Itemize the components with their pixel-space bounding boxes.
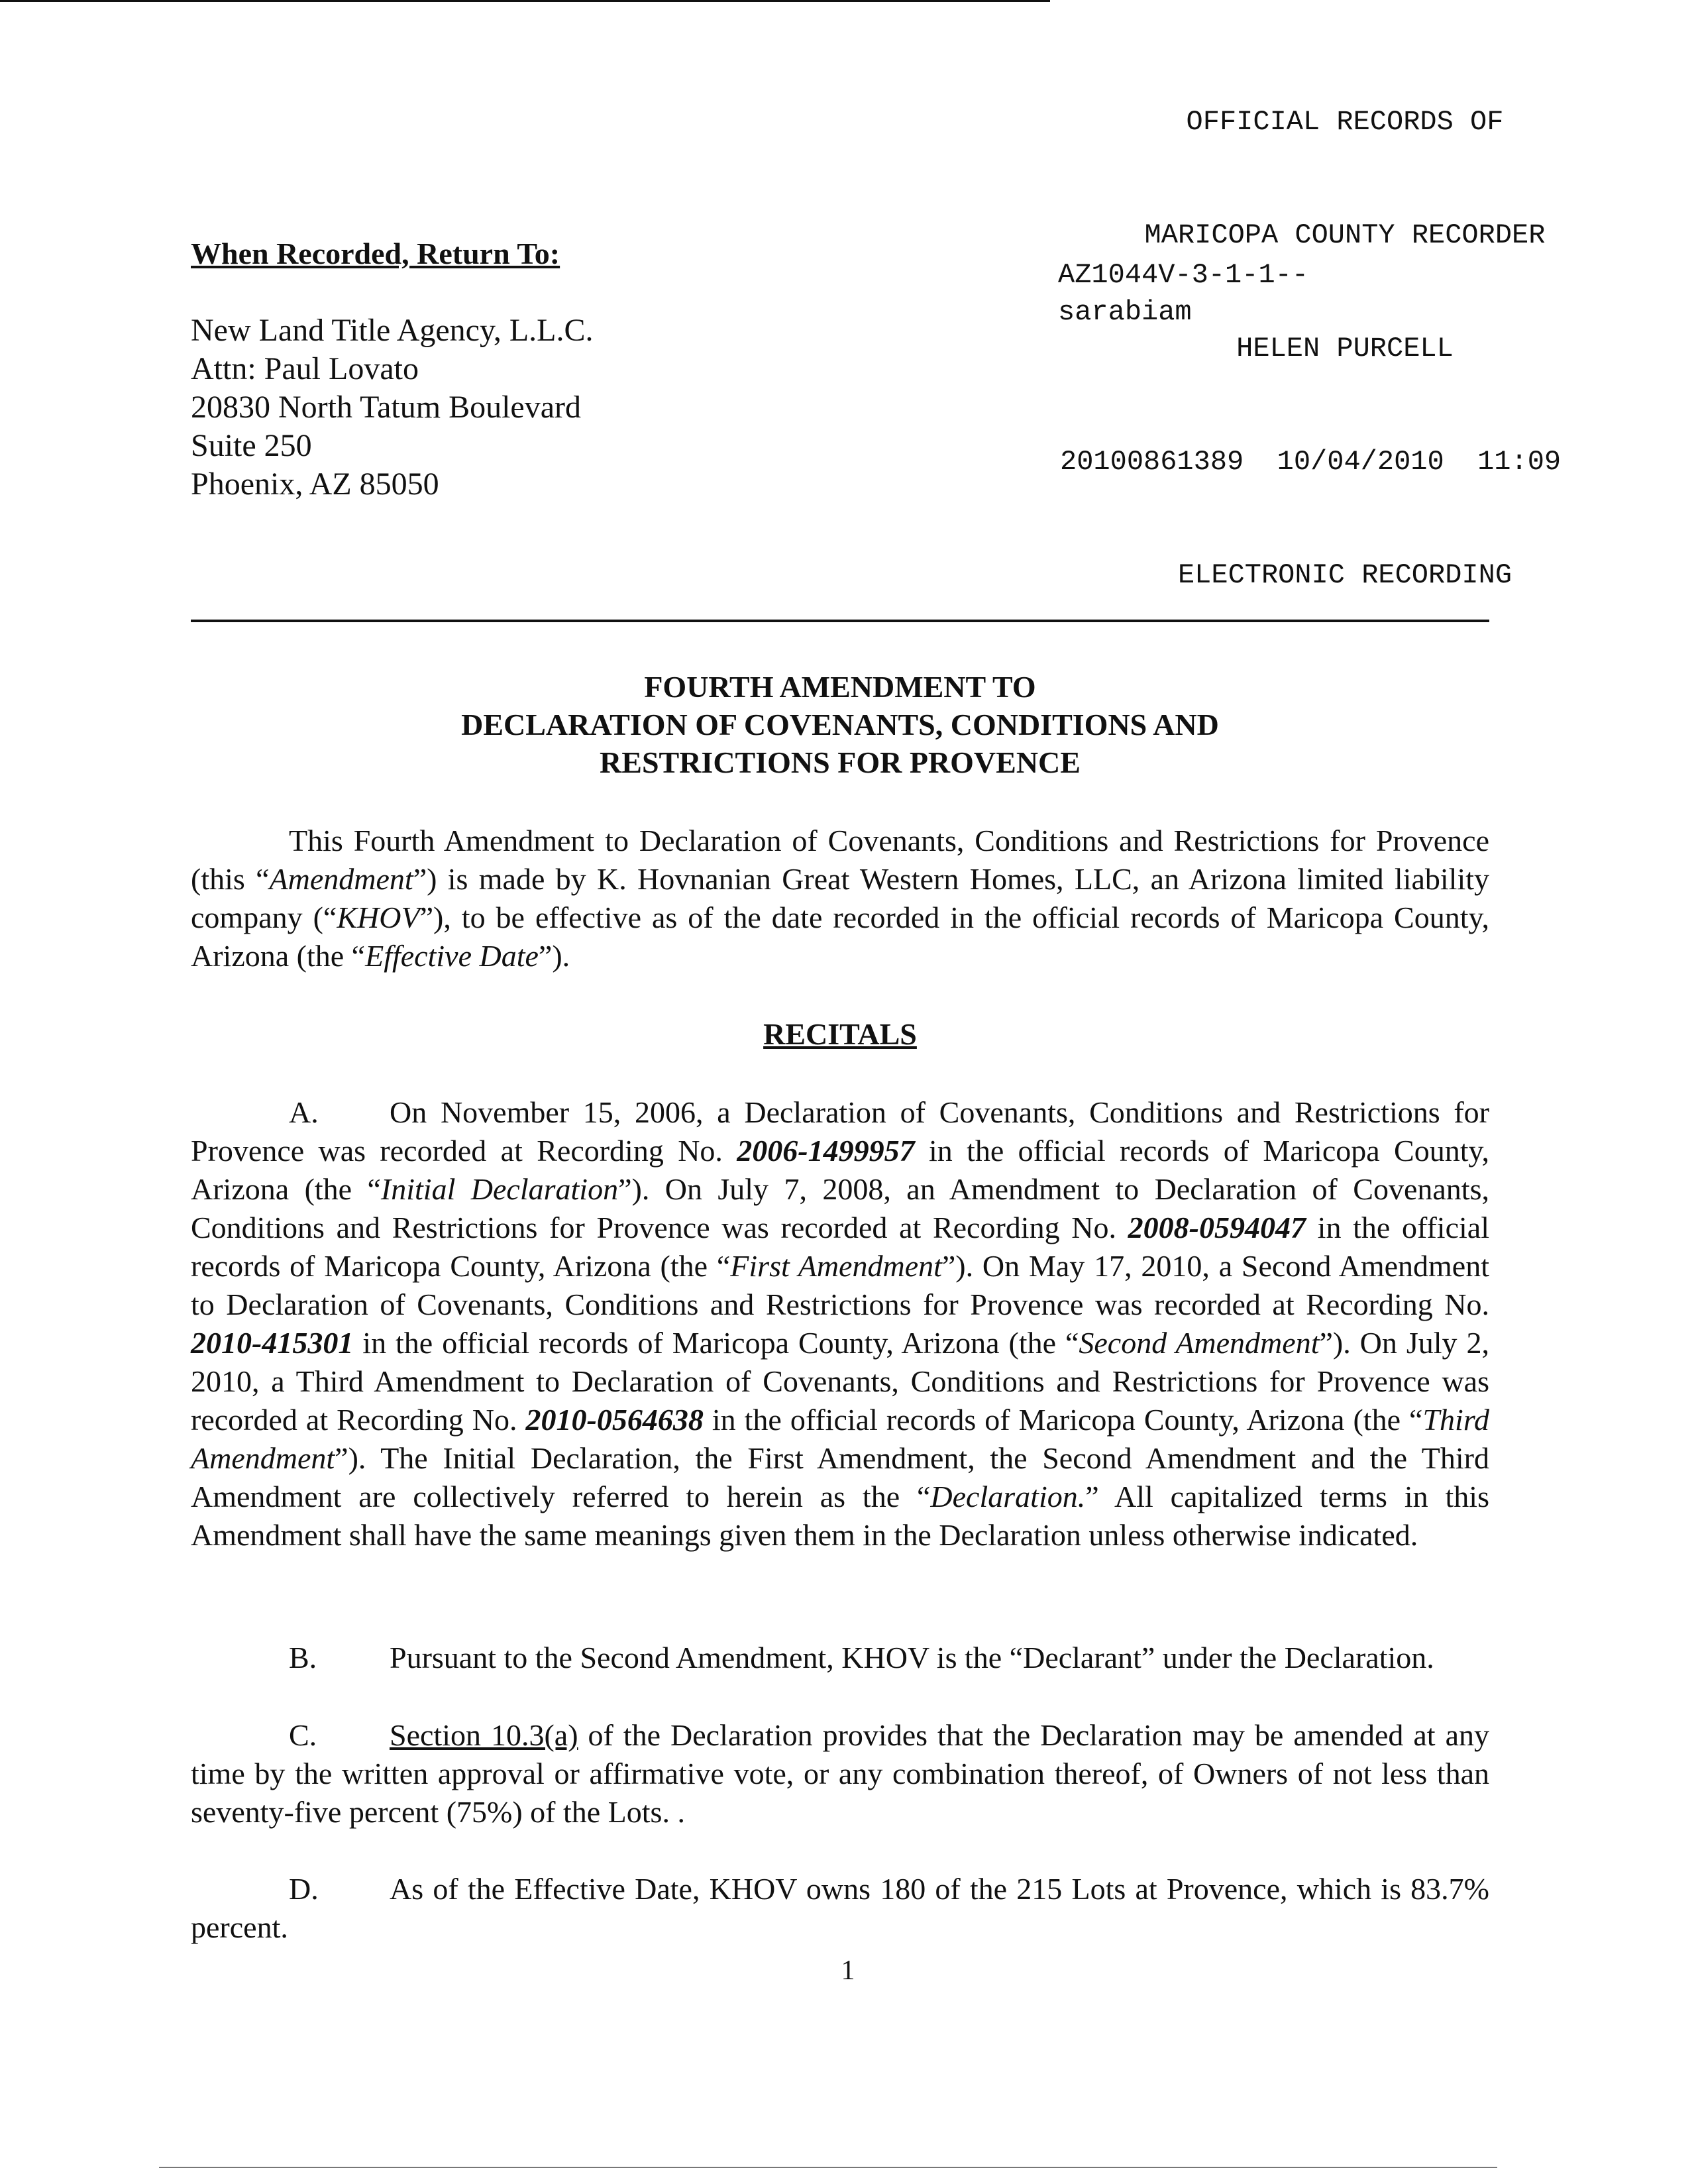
top-border-line (0, 0, 1050, 2)
recital-label: C. (289, 1718, 317, 1752)
address-line: 20830 North Tatum Boulevard (191, 390, 582, 425)
recitals-heading: RECITALS (763, 1017, 917, 1051)
intro-paragraph: This Fourth Amendment to Declaration of Covenants, Conditions and Restrictions for Provence (this “Amendment”) is made by K. Hovnanian Great Western Homes, LLC, an Arizona limited liability company (“KHOV”), to be effective as of the date recorded in the official records of Maricopa County, Arizona (the “Effective Date”). (191, 824, 1489, 973)
stamp-line: OFFICIAL RECORDS OF (1186, 106, 1504, 138)
recital-b: B. Pursuant to the Second Amendment, KHOV is the “Declarant” under the Declaration. (191, 1639, 1489, 1677)
recital-c: C. Section 10.3(a) of the Declaration provides that the Declaration may be amended at any time by the written approval or affirmative vote, or any combination thereof, of Owners of not less than seventy-five percent (75%) of the Lots. . (191, 1716, 1489, 1831)
title-line: DECLARATION OF COVENANTS, CONDITIONS AND (461, 708, 1219, 741)
title-line: RESTRICTIONS FOR PROVENCE (600, 745, 1081, 779)
recording-number: 2006-1499957 (737, 1134, 915, 1168)
return-address (191, 311, 594, 504)
recording-number: 2010-0564638 (525, 1403, 704, 1437)
stamp-line: HELEN PURCELL (1236, 333, 1454, 364)
recording-number: 2008-0594047 (1128, 1211, 1306, 1244)
address-line: Phoenix, AZ 85050 (191, 466, 439, 502)
section-reference: Section 10.3(a) (390, 1718, 578, 1752)
section-divider (191, 620, 1489, 622)
address-line: Attn: Paul Lovato (191, 351, 419, 386)
stamp-line: MARICOPA COUNTY RECORDER (1144, 219, 1546, 251)
reference-line: sarabiam (1058, 296, 1192, 328)
recording-number: 2010-415301 (191, 1326, 354, 1360)
address-line: Suite 250 (191, 428, 312, 463)
reference-code (1058, 256, 1308, 331)
reference-line: AZ1044V-3-1-1-- (1058, 259, 1309, 291)
recital-d: D. As of the Effective Date, KHOV owns 180 of the 215 Lots at Provence, which is 83.7% percent. (191, 1870, 1489, 1947)
return-to-heading: When Recorded, Return To: (191, 237, 560, 270)
recital-label: A. (289, 1095, 319, 1129)
stamp-line: ELECTRONIC RECORDING (1177, 559, 1512, 591)
footer-line (159, 2167, 1497, 2168)
recital-label: D. (289, 1872, 319, 1906)
recital-label: B. (289, 1641, 317, 1674)
stamp-record-number: 20100861389 10/04/2010 11:09 (1060, 446, 1562, 478)
document-title (191, 668, 1489, 781)
address-line: New Land Title Agency, L.L.C. (191, 313, 594, 348)
recital-a: A. On November 15, 2006, a Declaration of Covenants, Conditions and Restrictions for Provence was recorded at Recording No. 2006-1499957 in the official records of Maricopa County, Arizona (the “Initial Declaration”). On July 7, 2008, an Amendment to Declaration of Covenants, Conditions and Restrictions for Provence was recorded at Recording No. 2008-0594047 in the official records of Maricopa County, Arizona (the “First Amendment”). On May 17, 2010, a Second Amendment to Declaration of Covenants, Conditions and Restrictions for Provence was recorded at Recording No. 2010-415301 in the official records of Maricopa County, Arizona (the “Second Amendment”). On July 2, 2010, a Third Amendment to Declaration of Covenants, Conditions and Restrictions for Provence was recorded at Recording No. 2010-0564638 in the official records of Maricopa County, Arizona (the “Third Amendment”). The Initial Declaration, the First Amendment, the Second Amendment and the Third Amendment are collectively referred to herein as the “Declaration.” All capitalized terms in this Amendment shall have the same meanings given them in the Declaration unless otherwise indicated. (191, 1093, 1489, 1555)
page-number: 1 (841, 1955, 855, 1986)
title-line: FOURTH AMENDMENT TO (644, 670, 1036, 704)
